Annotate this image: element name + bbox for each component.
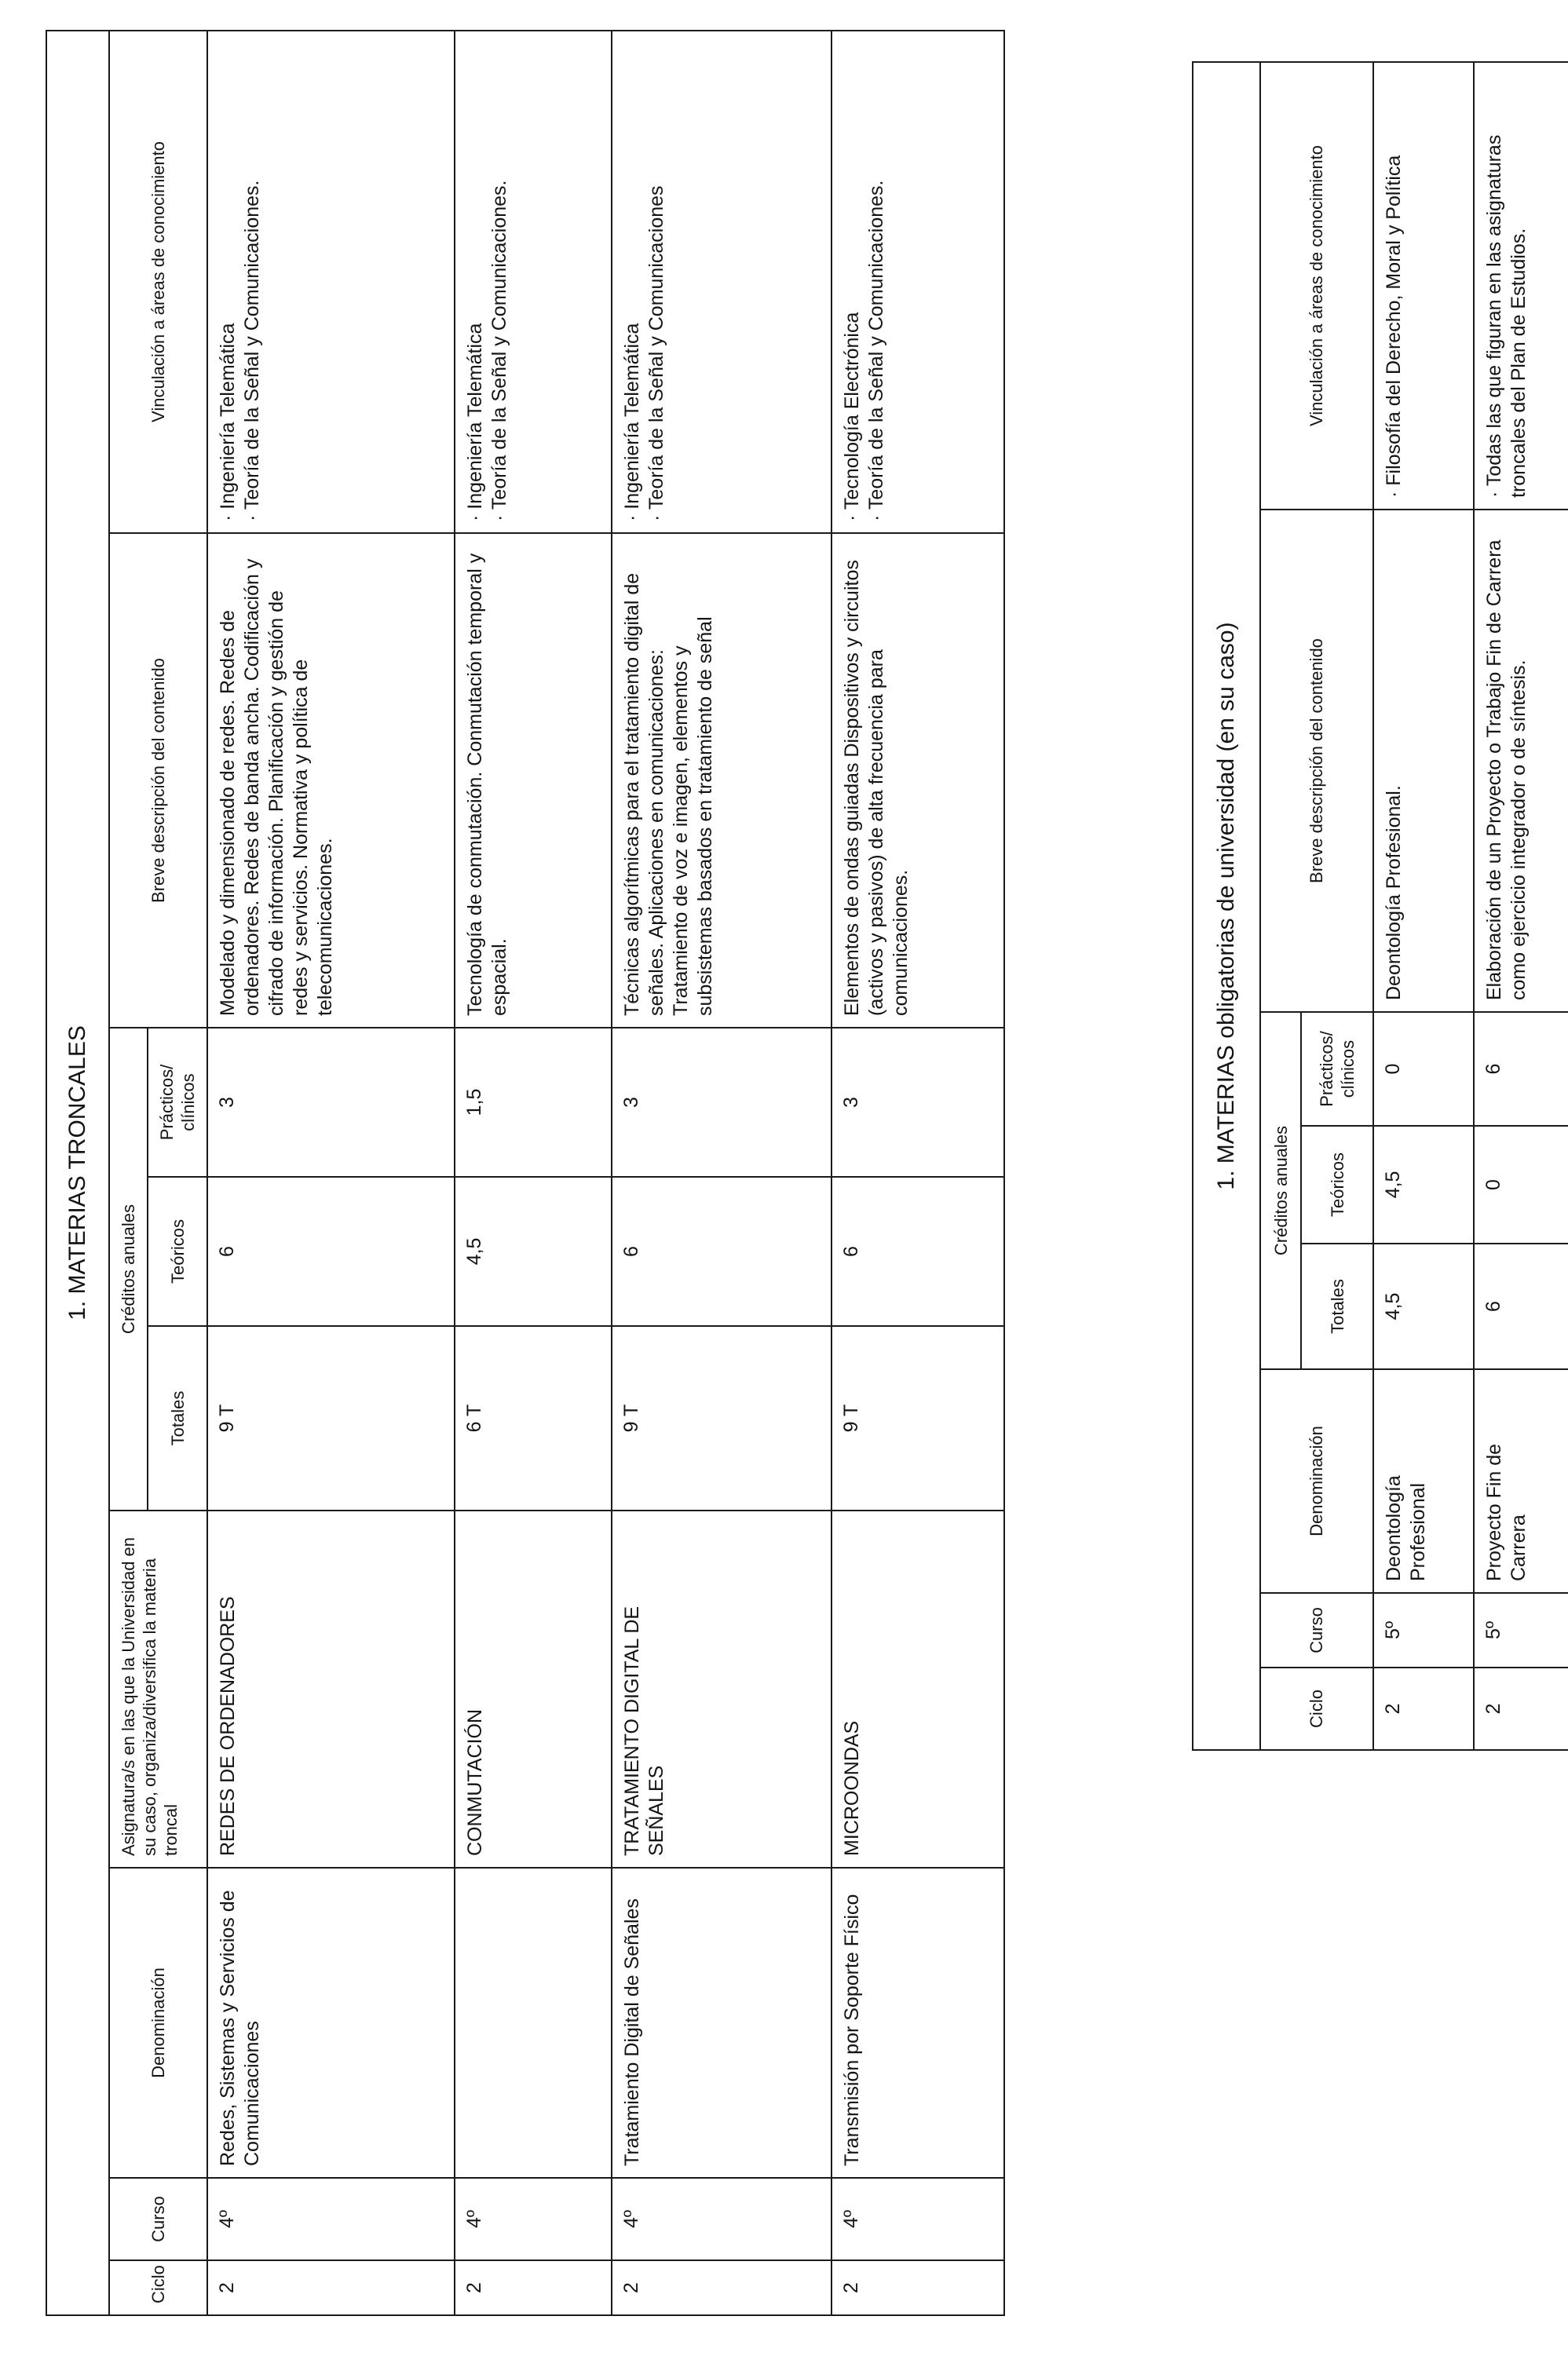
descripcion-cell: Deontología Profesional. <box>1373 510 1475 1012</box>
troncales-title: 1. MATERIAS TRONCALES <box>46 31 109 2315</box>
practicos-cell: 6 <box>1474 1012 1568 1126</box>
denominacion-cell <box>455 1868 612 2178</box>
asignatura-cell: CONMUTACIÓN <box>455 1511 612 1868</box>
asignatura-cell: REDES DE ORDENADORES <box>207 1511 455 1868</box>
denominacion-cell: Deontología Profesional <box>1373 1369 1475 1593</box>
header-curso: Curso <box>1260 1593 1373 1668</box>
ciclo-cell: 2 <box>455 2260 612 2315</box>
header-denominacion: Denominación <box>109 1868 207 2178</box>
table-row <box>455 31 612 2315</box>
descripcion-cell: Modelado y dimensionado de redes. Redes de ordenadores. Redes de banda ancha. Codificación y cifrado de información. Planificación y gestión de redes y servicios. Normativa y política de telecomunicaciones. <box>207 533 455 1028</box>
vinculacion-cell: · Todas las que figuran en las asignaturas troncales del Plan de Estudios. <box>1474 62 1568 510</box>
totales-cell: 6 <box>1474 1244 1568 1369</box>
table-row <box>207 31 455 2315</box>
totales-cell: 9 T <box>832 1326 1004 1511</box>
teoricos-cell: 4,5 <box>455 1177 612 1326</box>
ciclo-cell: 2 <box>832 2260 1004 2315</box>
table-row <box>832 31 1004 2315</box>
curso-cell: 4º <box>832 2178 1004 2260</box>
denominacion-cell: Proyecto Fin de Carrera <box>1474 1369 1568 1593</box>
denominacion-cell: Redes, Sistemas y Servicios de Comunicaciones <box>207 1868 455 2178</box>
totales-cell: 9 T <box>612 1326 832 1511</box>
practicos-cell: 1,5 <box>455 1028 612 1177</box>
header-asignaturas: Asignatura/s en las que la Universidad en su caso, organiza/diversifica la materia troncal <box>109 1511 207 1868</box>
teoricos-cell: 6 <box>207 1177 455 1326</box>
vinculacion-cell <box>612 31 832 533</box>
teoricos-cell: 4,5 <box>1373 1126 1475 1244</box>
vinculacion-item: · Tecnología Electrónica <box>841 312 863 521</box>
descripcion-cell: Tecnología de conmutación. Conmutación temporal y espacial. <box>455 533 612 1028</box>
practicos-cell: 3 <box>612 1028 832 1177</box>
totales-cell: 9 T <box>207 1326 455 1511</box>
vinculacion-cell: · Filosofía del Derecho, Moral y Política <box>1373 62 1475 510</box>
header-descripcion: Breve descripción del contenido <box>109 533 207 1028</box>
totales-cell: 4,5 <box>1373 1244 1475 1369</box>
totales-cell: 6 T <box>455 1326 612 1511</box>
curso-cell: 5º <box>1373 1593 1475 1668</box>
denominacion-cell: Tratamiento Digital de Señales <box>612 1868 832 2178</box>
header-creditos: Créditos anuales <box>109 1028 148 1511</box>
troncales-table <box>46 31 996 2316</box>
header-teoricos: Teóricos <box>148 1177 207 1326</box>
vinculacion-item: · Teoría de la Señal y Comunicaciones. <box>488 180 510 521</box>
header-vinculacion: Vinculación a áreas de conocimiento <box>1260 62 1373 510</box>
obligatorias-title: 1. MATERIAS obligatorias de universidad (en su caso) <box>1193 62 1260 1750</box>
table-row <box>1373 62 1475 1750</box>
practicos-cell: 3 <box>207 1028 455 1177</box>
teoricos-cell: 6 <box>832 1177 1004 1326</box>
vinculacion-cell <box>455 31 612 533</box>
descripcion-cell: Elementos de ondas guiadas Dispositivos y circuitos (activos y pasivos) de alta frecuencia para comunicaciones. <box>832 533 1004 1028</box>
header-ciclo: Ciclo <box>109 2260 207 2315</box>
header-totales: Totales <box>1301 1244 1372 1369</box>
ciclo-cell: 2 <box>1373 1668 1475 1750</box>
teoricos-cell: 6 <box>612 1177 832 1326</box>
ciclo-cell: 2 <box>1474 1668 1568 1750</box>
denominacion-cell: Transmisión por Soporte Físico <box>832 1868 1004 2178</box>
vinculacion-item: · Teoría de la Señal y Comunicaciones <box>645 185 667 521</box>
header-practicos: Prácticos/ clínicos <box>148 1028 207 1177</box>
vinculacion-item: · Teoría de la Señal y Comunicaciones. <box>241 180 263 521</box>
curso-cell: 4º <box>207 2178 455 2260</box>
vinculacion-item: · Teoría de la Señal y Comunicaciones. <box>865 180 887 521</box>
vinculacion-cell <box>207 31 455 533</box>
curso-cell: 4º <box>455 2178 612 2260</box>
descripcion-cell: Técnicas algorítmicas para el tratamiento digital de señales. Aplicaciones en comunicaciones: Tratamiento de voz e imagen, elementos y subsistemas basados en tratamiento de señal <box>612 533 832 1028</box>
descripcion-cell: Elaboración de un Proyecto o Trabajo Fin de Carrera como ejercicio integrador o de síntesis. <box>1474 510 1568 1012</box>
asignatura-cell: TRATAMIENTO DIGITAL DE SEÑALES <box>612 1511 832 1868</box>
table-row <box>612 31 832 2315</box>
curso-cell: 5º <box>1474 1593 1568 1668</box>
header-denominacion: Denominación <box>1260 1369 1373 1593</box>
table-row <box>1474 62 1568 1750</box>
vinculacion-cell <box>832 31 1004 533</box>
ciclo-cell: 2 <box>612 2260 832 2315</box>
header-descripcion: Breve descripción del contenido <box>1260 510 1373 1012</box>
teoricos-cell: 0 <box>1474 1126 1568 1244</box>
vinculacion-item: · Ingeniería Telemática <box>217 323 239 521</box>
header-vinculacion: Vinculación a áreas de conocimiento <box>109 31 207 533</box>
header-ciclo: Ciclo <box>1260 1668 1373 1750</box>
header-practicos: Prácticos/ clínicos <box>1301 1012 1372 1126</box>
practicos-cell: 0 <box>1373 1012 1475 1126</box>
header-totales: Totales <box>148 1326 207 1511</box>
curso-cell: 4º <box>612 2178 832 2260</box>
obligatorias-table <box>1192 63 1568 1751</box>
practicos-cell: 3 <box>832 1028 1004 1177</box>
ciclo-cell: 2 <box>207 2260 455 2315</box>
asignatura-cell: MICROONDAS <box>832 1511 1004 1868</box>
header-teoricos: Teóricos <box>1301 1126 1372 1244</box>
header-creditos: Créditos anuales <box>1260 1012 1302 1369</box>
vinculacion-item: · Ingeniería Telemática <box>621 323 643 521</box>
header-curso: Curso <box>109 2178 207 2260</box>
vinculacion-item: · Ingeniería Telemática <box>464 323 486 521</box>
